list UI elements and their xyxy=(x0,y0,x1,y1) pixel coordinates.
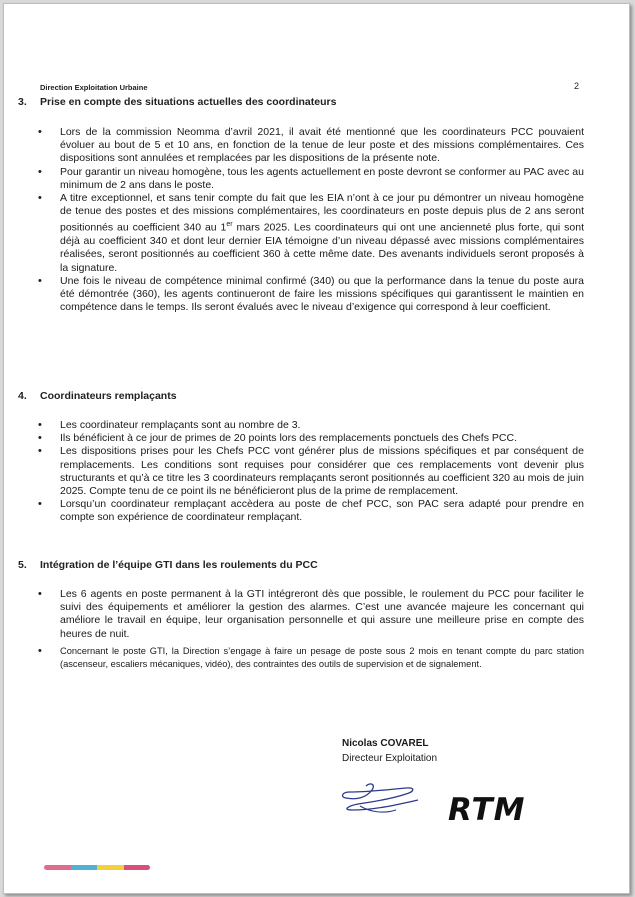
list-item: • Lorsqu’un coordinateur remplaçant accèdera au poste de chef PCC, son PAC sera adapté pour prendre en compte son expérience de coordinateur remplaçant. xyxy=(34,498,584,524)
section-number: 4. xyxy=(18,390,27,402)
list-item: • Lors de la commission Neomma d’avril 2021, il avait été mentionné que les coordinateurs PCC pouvaient évoluer au bout de 5 et 10 ans, en fonction de la tenue de leur poste et des missions complémentaires. Ces dispositions sont annulées et remplacées par les dispositions de la présente note. xyxy=(34,126,584,166)
signatory-name: Nicolas COVAREL xyxy=(342,738,429,749)
list-item: • Concernant le poste GTI, la Direction s’engage à faire un pesage de poste sous 2 mois en tenant compte du parc station (ascenseur, escaliers mécaniques, vidéo), des contraintes des outils de supervision et de signalement. xyxy=(34,645,584,671)
section-3-title xyxy=(18,96,336,108)
section-title-text: Prise en compte des situations actuelles des coordinateurs xyxy=(40,96,337,108)
list-item: • Les 6 agents en poste permanent à la GTI intégreront dès que possible, le roulement du PCC pour faciliter le suivi des équipements et améliorer la gestion des alarmes. C’est une avancée majeure les concernant qui améliore le travail en équipe, leur organisation personnelle et qui assure une meilleure prise en compte des heures de nuit. xyxy=(34,588,584,641)
list-item: • A titre exceptionnel, et sans tenir compte du fait que les EIA n’ont à ce jour pu démontrer un niveau homogène de tenue des postes et des missions complémentaires, les coordinateurs en poste depuis plus de 2 ans seront positionnés au coefficient 340 au 1er mars 2025. Les coordinateurs qui ont une ancienneté plus forte, qui sont déjà au coefficient 340 et dont leur dernier EIA témoigne d’un niveau dépassé avec missions complémentaires réalisées, seront positionnés au coefficient 360 à cette même date. Des avenants individuels seront proposés à la signature. xyxy=(34,192,584,275)
section-3-list xyxy=(34,126,584,314)
handwritten-signature xyxy=(336,776,446,826)
list-item: • Les dispositions prises pour les Chefs PCC vont générer plus de missions spécifiques et par conséquent de remplacements. Les conditions sont requises pour considérer que ces remplacements vont devenir plus structurants et qu’à ce titre les 3 coordinateurs remplaçants seront positionnés au coefficient 320 au mois de juin 2025. Compte tenu de ce point ils ne bénéficieront plus de la prime de remplacement. xyxy=(34,445,584,498)
list-item: • Une fois le niveau de compétence minimal confirmé (340) ou que la performance dans la tenue du poste aura été démontrée (360), les agents continueront de faire les missions spécifiques qui garantissent le maintien en compétence dans le temps. Ils seront évalués avec le niveau d’exigence qui correspond à leur coefficient. xyxy=(34,275,584,315)
section-4-list xyxy=(34,419,584,525)
section-4-title xyxy=(18,390,177,402)
list-item: • Ils bénéficient à ce jour de primes de 20 points lors des remplacements ponctuels des Chefs PCC. xyxy=(34,432,584,445)
brand-color-bar xyxy=(44,865,150,870)
section-5-title xyxy=(18,559,318,571)
section-5-list xyxy=(34,588,584,671)
brand-bar-segment xyxy=(44,865,71,870)
section-number: 3. xyxy=(18,96,27,108)
signatory-role: Directeur Exploitation xyxy=(342,753,438,764)
section-title-text: Intégration de l’équipe GTI dans les roulements du PCC xyxy=(40,559,318,571)
section-number: 5. xyxy=(18,559,27,571)
brand-bar-segment xyxy=(71,865,98,870)
page-number: 2 xyxy=(574,81,580,91)
list-item: • Les coordinateur remplaçants sont au nombre de 3. xyxy=(34,419,584,432)
brand-bar-segment xyxy=(97,865,124,870)
brand-bar-segment xyxy=(124,865,151,870)
rtm-logo: RTM xyxy=(448,792,526,828)
section-title-text: Coordinateurs remplaçants xyxy=(40,390,177,402)
department-header: Direction Exploitation Urbaine xyxy=(40,83,148,92)
document-page xyxy=(3,3,630,894)
list-item: • Pour garantir un niveau homogène, tous les agents actuellement en poste devront se conformer au PAC avec au minimum de 2 ans dans le poste. xyxy=(34,166,584,192)
